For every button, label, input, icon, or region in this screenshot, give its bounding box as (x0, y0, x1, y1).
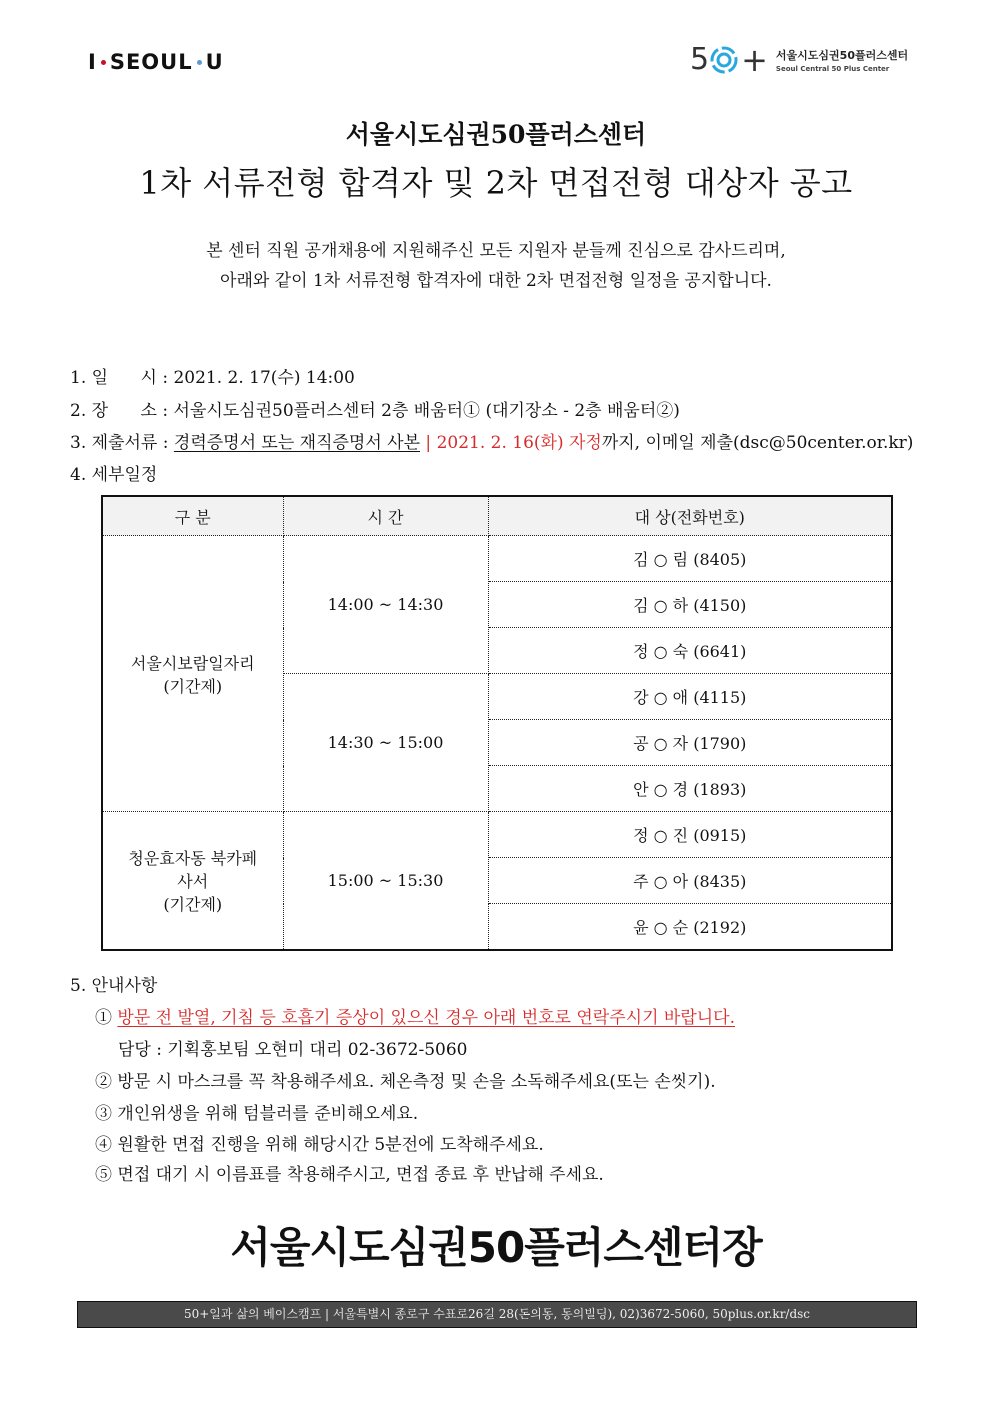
item-label: 일 시 (91, 368, 157, 388)
center-name-kr: 서울시도심권50플러스센터 (775, 49, 909, 62)
notice-text: 개인위생을 위해 텀블러를 준비해오세요. (117, 1104, 419, 1124)
notice-item-2 (95, 1067, 716, 1092)
time-cell: 14:30 ~ 15:00 (283, 674, 488, 812)
notice-text: 원활한 면접 진행을 위해 해당시간 5분전에 도착해주세요. (117, 1135, 544, 1155)
org-title: 서울시도심권50플러스센터 (345, 120, 647, 149)
deadline: 2021. 2. 16(화) 자정 (436, 433, 602, 453)
category-type: (기간제) (163, 895, 223, 914)
header-category: 구 분 (102, 496, 283, 536)
intro-line-2: 아래와 같이 1차 서류전형 합격자에 대한 2차 면접전형 일정을 공지합니다. (220, 271, 772, 291)
notice-item-4 (95, 1130, 544, 1155)
item-number: 1. (70, 368, 87, 388)
notice-text: 방문 전 발열, 기침 등 호흡기 증상이 있으신 경우 아래 번호로 연락주시기 바랍니다. (117, 1008, 735, 1028)
intro-line-1: 본 센터 직원 공개채용에 지원해주신 모든 지원자 분들께 진심으로 감사드리며, (206, 241, 786, 261)
candidate-cell: 김 ○ 하 (4150) (488, 582, 892, 628)
interview-schedule-table (101, 495, 893, 951)
intro-paragraph (0, 236, 992, 296)
item-date (70, 363, 355, 388)
candidate-cell: 안 ○ 경 (1893) (488, 766, 892, 812)
category-label: 청운효자동 북카페 (128, 849, 258, 868)
footer-bar: 50+일과 삶의 베이스캠프 | 서울특별시 종로구 수표로26길 28(돈의동, 동의빌딩), 02)3672-5060, 50plus.or.kr/dsc (77, 1301, 917, 1328)
item-label: 제출서류 (91, 433, 158, 453)
notice-marker: ② (95, 1072, 112, 1092)
required-documents: 경력증명서 또는 재직증명서 사본 (173, 433, 421, 453)
category-role: 사서 (177, 872, 209, 891)
notice-item-3 (95, 1099, 418, 1124)
category-cell (102, 812, 283, 951)
category-type: (기간제) (163, 676, 223, 696)
item-schedule (70, 460, 157, 485)
notice-marker: ① (95, 1008, 112, 1028)
logo-text-i: I (88, 50, 97, 74)
plus-icon: + (741, 41, 768, 79)
item-number: 2. (70, 401, 87, 421)
table-header-row (102, 496, 892, 536)
item-label: 장 소 (91, 401, 157, 421)
item-value: 2021. 2. 17(수) 14:00 (173, 368, 355, 388)
header-time: 시 간 (283, 496, 488, 536)
page-title: 1차 서류전형 합격자 및 2차 면접전형 대상자 공고 (139, 164, 853, 202)
candidate-cell: 공 ○ 자 (1790) (488, 720, 892, 766)
divider: | (425, 433, 432, 453)
50plus-center-logo (690, 41, 909, 79)
logo-five: 5 (690, 42, 710, 77)
logo-text-seoul: SEOUL (109, 50, 193, 74)
candidate-cell: 김 ○ 림 (8405) (488, 536, 892, 582)
center-name-en: Seoul Central 50 Plus Center (775, 65, 890, 73)
notice-contact (118, 1035, 467, 1060)
notice-marker: ⑤ (95, 1165, 112, 1185)
category-cell (102, 536, 283, 812)
item-value: 서울시도심권50플러스센터 2층 배움터① (대기장소 - 2층 배움터②) (173, 401, 680, 421)
item-number: 3. (70, 433, 87, 453)
candidate-cell: 강 ○ 애 (4115) (488, 674, 892, 720)
notices-heading: 5. 안내사항 (70, 976, 158, 996)
candidate-cell: 주 ○ 아 (8435) (488, 858, 892, 904)
item-documents (70, 428, 913, 453)
candidate-cell: 윤 ○ 순 (2192) (488, 904, 892, 951)
submission-method: 까지, 이메일 제출(dsc@50center.or.kr) (601, 433, 914, 453)
signature: 서울시도심권50플러스센터장 (230, 1223, 762, 1272)
item-label: 세부일정 (91, 465, 158, 485)
notice-marker: ③ (95, 1104, 112, 1124)
item-number: 4. (70, 465, 87, 485)
notice-item-5 (95, 1160, 604, 1185)
red-dot-icon (101, 60, 106, 65)
notice-item-1 (95, 1003, 735, 1028)
table-row (102, 536, 892, 582)
candidate-cell: 정 ○ 진 (0915) (488, 812, 892, 858)
target-circle-icon (709, 45, 739, 75)
blue-dot-icon (197, 60, 202, 65)
item-place (70, 396, 680, 421)
item-separator: : (162, 433, 169, 453)
notice-text: 면접 대기 시 이름표를 착용해주시고, 면접 종료 후 반납해 주세요. (117, 1165, 604, 1185)
notice-text: 방문 시 마스크를 꼭 착용해주세요. 체온측정 및 손을 소독해주세요(또는 손씻기). (117, 1072, 716, 1092)
time-cell: 15:00 ~ 15:30 (283, 812, 488, 951)
i-seoul-u-logo (88, 50, 224, 74)
category-label: 서울시보람일자리 (130, 653, 255, 673)
header-target: 대 상(전화번호) (488, 496, 892, 536)
item-separator: : (162, 401, 169, 421)
time-cell: 14:00 ~ 14:30 (283, 536, 488, 674)
table-row (102, 812, 892, 858)
notice-marker: ④ (95, 1135, 112, 1155)
item-separator: : (162, 368, 169, 388)
logo-text-u: U (205, 50, 224, 74)
contact-text: 담당 : 기획홍보팀 오현미 대리 02-3672-5060 (118, 1040, 468, 1060)
candidate-cell: 정 ○ 숙 (6641) (488, 628, 892, 674)
